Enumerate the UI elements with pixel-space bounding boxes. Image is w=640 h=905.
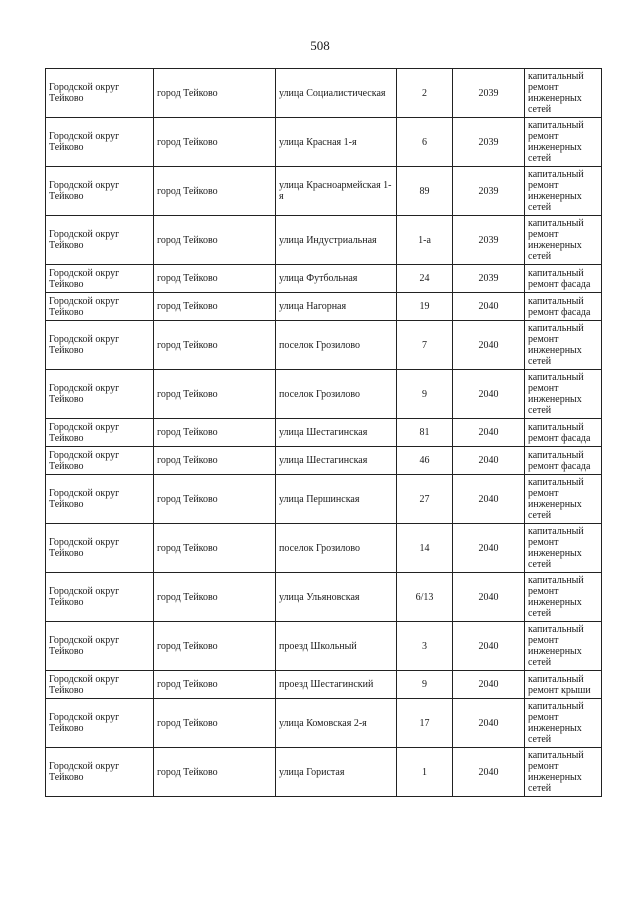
district-cell: Городской округ Тейково — [46, 622, 154, 671]
city-cell: город Тейково — [154, 671, 276, 699]
street-cell: улица Комовская 2-я — [276, 699, 397, 748]
year-cell: 2039 — [453, 265, 525, 293]
district-cell: Городской округ Тейково — [46, 671, 154, 699]
year-cell: 2040 — [453, 321, 525, 370]
work-type-cell: капитальный ремонт инженерных сетей — [525, 748, 602, 797]
district-cell: Городской округ Тейково — [46, 216, 154, 265]
table-row — [46, 69, 602, 118]
house-cell: 1-а — [397, 216, 453, 265]
street-cell: улица Гористая — [276, 748, 397, 797]
city-cell: город Тейково — [154, 118, 276, 167]
table-row — [46, 167, 602, 216]
work-type-cell: капитальный ремонт фасада — [525, 265, 602, 293]
work-type-cell: капитальный ремонт инженерных сетей — [525, 69, 602, 118]
district-cell: Городской округ Тейково — [46, 524, 154, 573]
work-type-cell: капитальный ремонт инженерных сетей — [525, 216, 602, 265]
year-cell: 2039 — [453, 118, 525, 167]
district-cell: Городской округ Тейково — [46, 265, 154, 293]
year-cell: 2040 — [453, 622, 525, 671]
street-cell: улица Красноармейская 1-я — [276, 167, 397, 216]
table-row — [46, 118, 602, 167]
street-cell: улица Индустриальная — [276, 216, 397, 265]
table-row — [46, 524, 602, 573]
table-row — [46, 419, 602, 447]
city-cell: город Тейково — [154, 475, 276, 524]
work-type-cell: капитальный ремонт инженерных сетей — [525, 699, 602, 748]
city-cell: город Тейково — [154, 69, 276, 118]
work-type-cell: капитальный ремонт инженерных сетей — [525, 118, 602, 167]
work-type-cell: капитальный ремонт инженерных сетей — [525, 475, 602, 524]
city-cell: город Тейково — [154, 447, 276, 475]
table-row — [46, 671, 602, 699]
house-cell: 46 — [397, 447, 453, 475]
table-row — [46, 622, 602, 671]
city-cell: город Тейково — [154, 216, 276, 265]
district-cell: Городской округ Тейково — [46, 475, 154, 524]
street-cell: улица Социалистическая — [276, 69, 397, 118]
work-type-cell: капитальный ремонт крыши — [525, 671, 602, 699]
city-cell: город Тейково — [154, 699, 276, 748]
house-cell: 14 — [397, 524, 453, 573]
street-cell: поселок Грозилово — [276, 524, 397, 573]
street-cell: проезд Школьный — [276, 622, 397, 671]
house-cell: 19 — [397, 293, 453, 321]
house-cell: 27 — [397, 475, 453, 524]
district-cell: Городской округ Тейково — [46, 293, 154, 321]
street-cell: улица Красная 1-я — [276, 118, 397, 167]
year-cell: 2040 — [453, 293, 525, 321]
city-cell: город Тейково — [154, 370, 276, 419]
work-type-cell: капитальный ремонт инженерных сетей — [525, 321, 602, 370]
city-cell: город Тейково — [154, 622, 276, 671]
table-row — [46, 216, 602, 265]
work-type-cell: капитальный ремонт инженерных сетей — [525, 573, 602, 622]
district-cell: Городской округ Тейково — [46, 118, 154, 167]
house-cell: 2 — [397, 69, 453, 118]
year-cell: 2040 — [453, 748, 525, 797]
house-cell: 6/13 — [397, 573, 453, 622]
house-cell: 6 — [397, 118, 453, 167]
city-cell: город Тейково — [154, 748, 276, 797]
street-cell: поселок Грозилово — [276, 370, 397, 419]
street-cell: улица Шестагинская — [276, 447, 397, 475]
table-row — [46, 573, 602, 622]
district-cell: Городской округ Тейково — [46, 167, 154, 216]
district-cell: Городской округ Тейково — [46, 419, 154, 447]
district-cell: Городской округ Тейково — [46, 699, 154, 748]
city-cell: город Тейково — [154, 573, 276, 622]
house-cell: 3 — [397, 622, 453, 671]
work-type-cell: капитальный ремонт фасада — [525, 419, 602, 447]
year-cell: 2040 — [453, 447, 525, 475]
street-cell: улица Шестагинская — [276, 419, 397, 447]
table-row — [46, 293, 602, 321]
page-number: 508 — [310, 38, 330, 53]
house-cell: 7 — [397, 321, 453, 370]
district-cell: Городской округ Тейково — [46, 321, 154, 370]
work-type-cell: капитальный ремонт инженерных сетей — [525, 524, 602, 573]
house-cell: 17 — [397, 699, 453, 748]
house-cell: 81 — [397, 419, 453, 447]
work-type-cell: капитальный ремонт инженерных сетей — [525, 622, 602, 671]
table-row — [46, 265, 602, 293]
year-cell: 2040 — [453, 573, 525, 622]
year-cell: 2040 — [453, 475, 525, 524]
city-cell: город Тейково — [154, 524, 276, 573]
district-cell: Городской округ Тейково — [46, 69, 154, 118]
district-cell: Городской округ Тейково — [46, 370, 154, 419]
housing-repair-table — [45, 68, 602, 797]
year-cell: 2039 — [453, 167, 525, 216]
year-cell: 2040 — [453, 671, 525, 699]
district-cell: Городской округ Тейково — [46, 573, 154, 622]
table-row — [46, 475, 602, 524]
work-type-cell: капитальный ремонт инженерных сетей — [525, 167, 602, 216]
house-cell: 24 — [397, 265, 453, 293]
city-cell: город Тейково — [154, 321, 276, 370]
street-cell: улица Першинская — [276, 475, 397, 524]
street-cell: улица Футбольная — [276, 265, 397, 293]
district-cell: Городской округ Тейково — [46, 447, 154, 475]
year-cell: 2040 — [453, 524, 525, 573]
street-cell: улица Ульяновская — [276, 573, 397, 622]
street-cell: улица Нагорная — [276, 293, 397, 321]
year-cell: 2040 — [453, 699, 525, 748]
table-row — [46, 447, 602, 475]
district-cell: Городской округ Тейково — [46, 748, 154, 797]
year-cell: 2039 — [453, 69, 525, 118]
year-cell: 2040 — [453, 419, 525, 447]
table-row — [46, 370, 602, 419]
house-cell: 9 — [397, 671, 453, 699]
street-cell: поселок Грозилово — [276, 321, 397, 370]
city-cell: город Тейково — [154, 293, 276, 321]
work-type-cell: капитальный ремонт фасада — [525, 447, 602, 475]
city-cell: город Тейково — [154, 419, 276, 447]
house-cell: 1 — [397, 748, 453, 797]
house-cell: 89 — [397, 167, 453, 216]
year-cell: 2039 — [453, 216, 525, 265]
table-row — [46, 699, 602, 748]
street-cell: проезд Шестагинский — [276, 671, 397, 699]
table-row — [46, 321, 602, 370]
work-type-cell: капитальный ремонт инженерных сетей — [525, 370, 602, 419]
work-type-cell: капитальный ремонт фасада — [525, 293, 602, 321]
city-cell: город Тейково — [154, 167, 276, 216]
city-cell: город Тейково — [154, 265, 276, 293]
year-cell: 2040 — [453, 370, 525, 419]
table-row — [46, 748, 602, 797]
house-cell: 9 — [397, 370, 453, 419]
